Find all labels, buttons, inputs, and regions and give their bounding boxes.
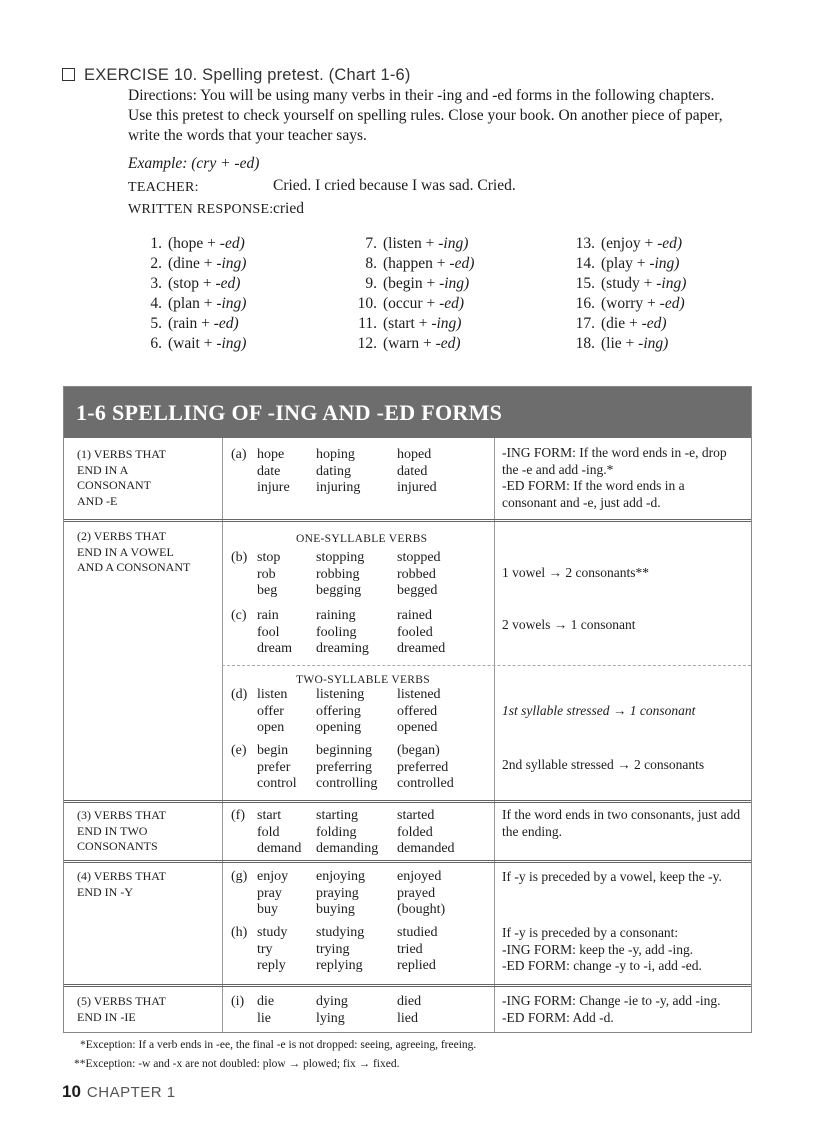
chart-title: 1-6 SPELLING OF -ING AND -ED FORMS [64, 387, 751, 438]
row-divider [64, 984, 751, 987]
ed-d: listened offered opened [397, 687, 441, 735]
item-number: 12. [357, 335, 377, 352]
item-number: 11. [358, 315, 377, 332]
exercise-item [573, 314, 667, 334]
item-suffix: -ed) [641, 315, 667, 332]
item-suffix: -ing) [649, 255, 680, 272]
label-i: (i) [231, 994, 245, 1009]
base-d: listen offer open [257, 687, 288, 735]
category-2: (2) VERBS THAT END IN A VOWEL AND A CONSONANT [77, 529, 191, 574]
page-footer [62, 1082, 176, 1102]
item-number: 6. [150, 335, 162, 352]
ing-f: starting folding demanding [316, 808, 379, 856]
base-c: rain fool dream [257, 608, 292, 656]
teacher-label: TEACHER: [128, 180, 199, 195]
item-suffix: -ed) [435, 335, 461, 352]
base-i: die lie [257, 994, 275, 1026]
category-1: (1) VERBS THAT END IN A CONSONANT AND -E [77, 447, 166, 508]
ing-h: studying trying replying [316, 925, 365, 973]
base-a: hope date injure [257, 447, 290, 495]
ed-a: hoped dated injured [397, 447, 437, 495]
checkbox-icon [62, 68, 75, 81]
item-verb: (warn + [383, 335, 436, 352]
item-suffix: -ing) [431, 315, 462, 332]
explanation-e: 2nd syllable stressed → 2 consonants [502, 757, 705, 772]
ed-g: enjoyed prayed (bought) [397, 869, 446, 917]
label-f: (f) [231, 808, 245, 823]
exercise-item [355, 274, 469, 294]
base-g: enjoy pray buy [257, 869, 289, 917]
item-suffix: -ing) [216, 255, 247, 272]
ed-b: stopped robbed begged [397, 550, 441, 598]
ed-e: (began) preferred controlled [397, 743, 454, 791]
label-g: (g) [231, 869, 248, 884]
exercise-item [355, 314, 461, 334]
base-h: study try reply [257, 925, 288, 973]
page-number: 10 [62, 1082, 81, 1101]
exercise-item [355, 334, 461, 354]
category-3: (3) VERBS THAT END IN TWO CONSONANTS [77, 808, 166, 853]
row-divider [64, 860, 751, 863]
item-number: 16. [575, 295, 595, 312]
item-number: 1. [150, 235, 162, 252]
item-suffix: -ed) [213, 315, 239, 332]
ing-e: beginning preferring controlling [316, 743, 378, 791]
item-verb: (wait + [168, 335, 217, 352]
item-number: 18. [575, 335, 595, 352]
exercise-item [140, 314, 239, 334]
directions: Directions: You will be using many verbs in their -ing and -ed forms in the following chapters. Use this pretest to check yourself on spelling rules. Close your book. On another piece of paper, write the words that your teacher says. [128, 87, 723, 144]
label-c: (c) [231, 608, 247, 623]
base-b: stop rob beg [257, 550, 281, 598]
exercise-item [140, 234, 245, 254]
item-number: 2. [150, 255, 162, 272]
item-suffix: -ed) [657, 235, 683, 252]
ing-c: raining fooling dreaming [316, 608, 369, 656]
item-number: 8. [365, 255, 377, 272]
category-4: (4) VERBS THAT END IN -Y [77, 869, 166, 899]
item-verb: (rain + [168, 315, 214, 332]
exercise-item [573, 234, 682, 254]
column-divider [222, 438, 223, 1032]
label-b: (b) [231, 550, 248, 565]
explanation-1: -ING FORM: If the word ends in -e, drop the -e and add -ing.* -ED FORM: If the word ends in a consonant and -e, just add -d. [502, 445, 727, 510]
written-response-label: WRITTEN RESPONSE: [128, 202, 274, 217]
item-suffix: -ed) [449, 255, 475, 272]
item-verb: (begin + [383, 275, 440, 292]
row-divider [64, 800, 751, 803]
exercise-heading [62, 66, 411, 85]
item-verb: (study + [601, 275, 657, 292]
item-verb: (dine + [168, 255, 217, 272]
ed-f: started folded demanded [397, 808, 455, 856]
ed-i: died lied [397, 994, 422, 1026]
item-number: 4. [150, 295, 162, 312]
item-number: 10. [357, 295, 377, 312]
label-e: (e) [231, 743, 247, 758]
footnote-1: *Exception: If a verb ends in -ee, the final -e is not dropped: seeing, agreeing, freeing. [80, 1039, 477, 1051]
exercise-item [355, 234, 468, 254]
item-number: 13. [575, 235, 595, 252]
item-verb: (play + [601, 255, 650, 272]
exercise-item [140, 294, 246, 314]
item-verb: (listen + [383, 235, 439, 252]
item-number: 5. [150, 315, 162, 332]
ing-a: hoping dating injuring [316, 447, 361, 495]
exercise-item [573, 334, 668, 354]
exercise-item [140, 334, 246, 354]
explanation-c: 2 vowels → 1 consonant [502, 617, 636, 632]
item-verb: (plan + [168, 295, 217, 312]
item-verb: (occur + [383, 295, 440, 312]
item-suffix: -ing) [438, 235, 469, 252]
item-suffix: -ing) [216, 295, 247, 312]
exercise-item [573, 254, 679, 274]
ing-i: dying lying [316, 994, 348, 1026]
item-verb: (hope + [168, 235, 220, 252]
item-verb: (worry + [601, 295, 660, 312]
subsection-divider [222, 665, 751, 666]
item-suffix: -ed) [219, 235, 245, 252]
explanation-b: 1 vowel → 2 consonants** [502, 565, 649, 580]
ing-d: listening offering opening [316, 687, 365, 735]
label-h: (h) [231, 925, 248, 940]
explanation-h: If -y is preceded by a consonant: -ING FORM: keep the -y, add -ing. -ED FORM: change -y to -i, add -ed. [502, 925, 702, 973]
exercise-item [573, 294, 685, 314]
exercise-item [355, 254, 474, 274]
base-e: begin prefer control [257, 743, 297, 791]
exercise-item [140, 274, 240, 294]
item-verb: (stop + [168, 275, 216, 292]
written-response-text: cried [273, 200, 304, 217]
item-suffix: -ed) [215, 275, 241, 292]
item-number: 3. [150, 275, 162, 292]
item-verb: (start + [383, 315, 432, 332]
teacher-text: Cried. I cried because I was sad. Cried. [273, 177, 516, 194]
exercise-item [355, 294, 464, 314]
chapter-label: CHAPTER 1 [86, 1084, 176, 1101]
footnotes [74, 1036, 476, 1074]
item-verb: (die + [601, 315, 642, 332]
subhead-two-syllable: TWO-SYLLABLE VERBS [296, 674, 430, 686]
item-suffix: -ing) [656, 275, 687, 292]
explanation-d: 1st syllable stressed → 1 consonant [502, 703, 696, 718]
footnote-2: **Exception: -w and -x are not doubled: plow → plowed; fix → fixed. [74, 1058, 400, 1070]
item-number: 15. [575, 275, 595, 292]
explanation-5: -ING FORM: Change -ie to -y, add -ing. -ED FORM: Add -d. [502, 993, 721, 1025]
ed-h: studied tried replied [397, 925, 438, 973]
exercise-item [140, 254, 246, 274]
category-5: (5) VERBS THAT END IN -IE [77, 994, 166, 1024]
item-suffix: -ing) [638, 335, 669, 352]
label-a: (a) [231, 447, 247, 462]
ing-g: enjoying praying buying [316, 869, 365, 917]
item-suffix: -ed) [439, 295, 465, 312]
explanation-g: If -y is preceded by a vowel, keep the -y. [502, 869, 722, 884]
column-divider [494, 438, 495, 1032]
explanation-3: If the word ends in two consonants, just add the ending. [502, 807, 741, 839]
base-f: start fold demand [257, 808, 302, 856]
row-divider [64, 519, 751, 522]
label-d: (d) [231, 687, 248, 702]
item-verb: (lie + [601, 335, 639, 352]
item-number: 17. [575, 315, 595, 332]
item-verb: (enjoy + [601, 235, 658, 252]
item-number: 14. [575, 255, 595, 272]
subhead-one-syllable: ONE-SYLLABLE VERBS [296, 533, 428, 545]
item-suffix: -ing) [216, 335, 247, 352]
example: Example: (cry + -ed) [128, 155, 260, 172]
item-verb: (happen + [383, 255, 450, 272]
item-number: 9. [365, 275, 377, 292]
item-suffix: -ed) [659, 295, 685, 312]
exercise-heading-text: EXERCISE 10. Spelling pretest. (Chart 1-6) [84, 66, 411, 84]
exercise-item [573, 274, 686, 294]
item-number: 7. [365, 235, 377, 252]
item-suffix: -ing) [439, 275, 470, 292]
ed-c: rained fooled dreamed [397, 608, 446, 656]
ing-b: stopping robbing begging [316, 550, 365, 598]
spelling-chart [63, 386, 752, 1033]
